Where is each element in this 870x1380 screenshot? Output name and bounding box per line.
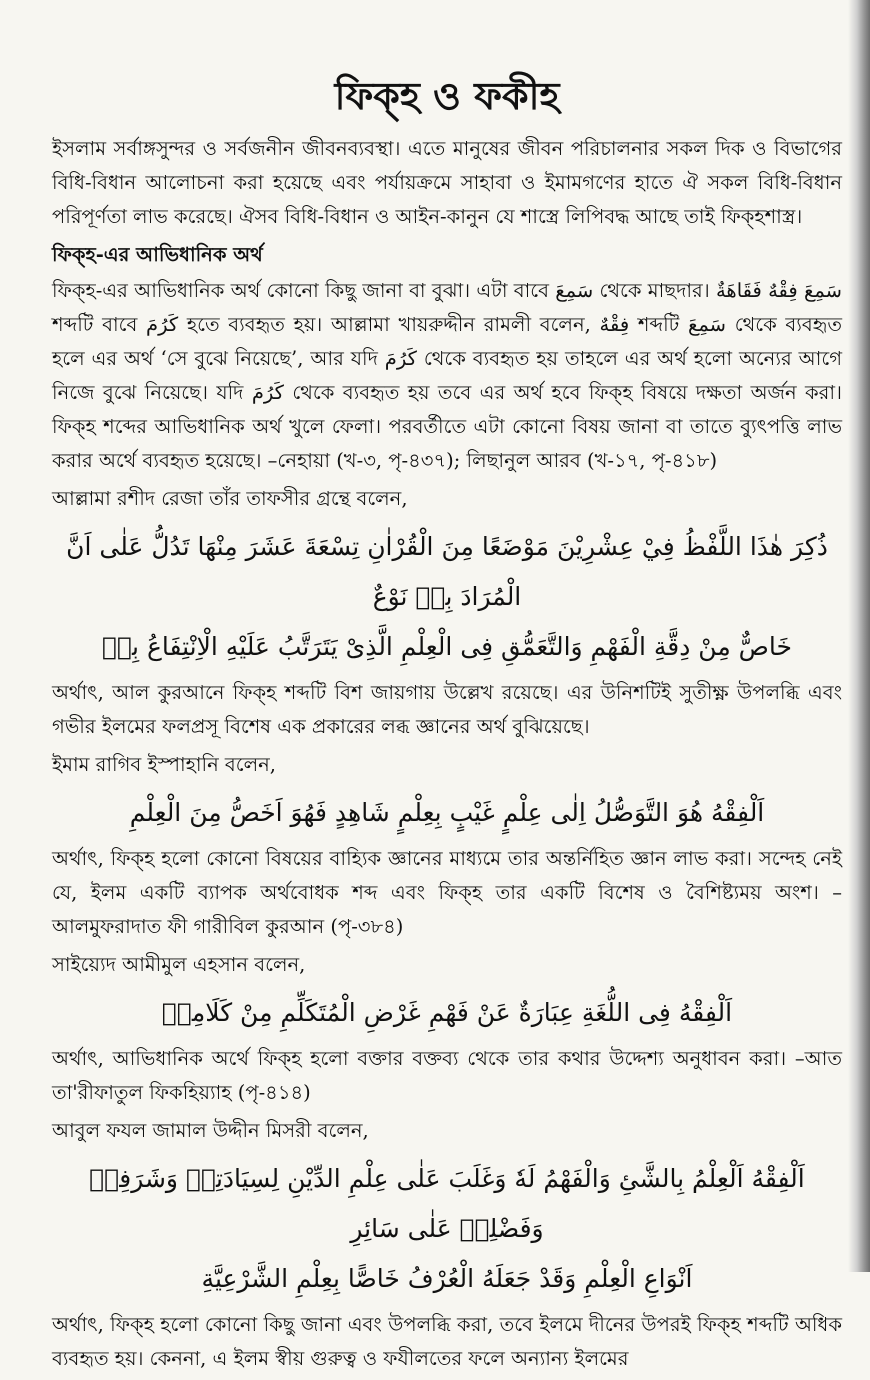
arabic-quote-line: اَنْوَاعِ الْعِلْمِ وَقَدْ جَعَلَهُ الْعُرْفُ خَاصًّا بِعِلْمِ الشَّرْعِيَّةِ <box>201 1264 693 1293</box>
quote-intro-raghib: ইমাম রাগিব ইস্পাহানি বলেন, <box>52 753 276 776</box>
book-spine-shadow <box>848 0 870 1272</box>
quote-intro-rashid-reza: আল্লামা রশীদ রেজা তাঁর তাফসীর গ্রন্থে বলেন, <box>52 487 408 510</box>
arabic-quote-line: ذُكِرَ هٰذَا اللَّفْظُ فِيْ عِشْرِيْنَ مَوْضَعًا مِنَ الْقُرْاٰنِ تِسْعَةَ عَشَرَ مِنْهَا تَدُلُّ عَلٰى اَنَّ الْمُرَادَ بِهٖ نَوْعٌ <box>66 532 828 611</box>
arabic-quote-raghib <box>52 788 842 838</box>
arabic-quote-line: اَلْفِقْهُ فِى اللُّغَةِ عِبَارَةٌ عَنْ فَهْمِ غَرْضِ الْمُتَكَلِّمِ مِنْ كَلَامِهٖ <box>161 998 733 1027</box>
arabic-quote-line: اَلْفِقْهُ هُوَ التَّوَصُّلُ اِلٰى عِلْمٍ غَيْبٍ بِعِلْمٍ شَاهِدٍ فَهُوَ اَخَصُّ مِنَ الْعِلْمِ <box>129 798 765 827</box>
paragraph-translation-2: অর্থাৎ, ফিক্‌হ হলো কোনো বিষয়ের বাহ্যিক জ্ঞানের মাধ্যমে তার অন্তর্নিহিত জ্ঞান লাভ করা। সন্দেহ নেই যে, ইলম একটি ব্যাপক অর্থবোধক শব্দ এবং ফিক্‌হ তার একটি বিশেষ ও বৈশিষ্ট্যময় অংশ। –আলমুফরাদাত ফী গারীবিল কুরআন (পৃ-৩৮৪) <box>52 847 842 938</box>
page-title: ফিক্‌হ ও ফকীহ <box>334 73 560 118</box>
quote-intro-misri: আবুল ফযল জামাল উদ্দীন মিসরী বলেন, <box>52 1119 369 1142</box>
paragraph-intro: ইসলাম সর্বাঙ্গসুন্দর ও সর্বজনীন জীবনব্যবস্থা। এতে মানুষের জীবন পরিচালনার সকল দিক ও বিভাগের বিধি-বিধান আলোচনা করা হয়েছে এবং পর্যায়ক্রমে সাহাবা ও ইমামগণের হাতে ঐ সকল বিধি-বিধান পরিপূর্ণতা লাভ করেছে। ঐসব বিধি-বিধান ও আইন-কানুন যে শাস্ত্রে লিপিবদ্ধ আছে তাই ফিক্‌হশাস্ত্র। <box>52 137 842 228</box>
arabic-quote-line: خَاصٌّ مِنْ دِقَّةِ الْفَهْمِ وَالتَّعَمُّقِ فِى الْعِلْمِ الَّذِىْ يَتَرَتَّبُ عَلَيْهِ الْاِنْتِفَاعُ بِهٖ <box>102 632 792 661</box>
arabic-quote-misri <box>52 1154 842 1304</box>
paragraph-lexical-meaning: ফিক্‌হ-এর আভিধানিক অর্থ কোনো কিছু জানা বা বুঝা। এটা বাবে سَمِعَ থেকে মাছদার। سَمِعَ فِقْهٌ فَقَاهَةٌ শব্দটি বাবে كَرُمَ হতে ব্যবহৃত হয়। আল্লামা খায়রুদ্দীন রামলী বলেন, فِقْهٌ শব্দটি سَمِعَ থেকে ব্যবহৃত হলে এর অর্থ ‘সে বুঝে নিয়েছে’, আর যদি كَرُمَ থেকে ব্যবহৃত হয় তাহলে এর অর্থ হলো অন্যের আগে নিজে বুঝে নিয়েছে। যদি كَرُمَ থেকে ব্যবহৃত হয় তবে এর অর্থ হবে ফিক্‌হ বিষয়ে দক্ষতা অর্জন করা। ফিক্‌হ শব্দের আভিধানিক অর্থ খুলে ফেলা। পরবর্তীতে এটা কোনো বিষয় জানা বা তাতে ব্যুৎপত্তি লাভ করার অর্থে ব্যবহৃত হয়েছে। –নেহায়া (খ-৩, পৃ-৪৩৭); লিছানুল আরব (খ-১৭, পৃ-৪১৮) <box>52 279 843 472</box>
section-heading: ফিক্‌হ-এর আভিধানিক অর্থ <box>52 243 263 266</box>
paragraph-translation-3: অর্থাৎ, আভিধানিক অর্থে ফিক্‌হ হলো বক্তার বক্তব্য থেকে তার কথার উদ্দেশ্য অনুধাবন করা। –আত তা'রীফাতুল ফিকহিয়্যাহ (পৃ-৪১৪) <box>52 1047 842 1104</box>
page-content <box>52 66 842 1380</box>
quote-intro-amimul-ehsan: সাইয়্যেদ আমীমুল এহসান বলেন, <box>52 953 306 976</box>
arabic-quote-rashid-reza <box>52 522 842 672</box>
arabic-quote-amimul-ehsan <box>52 988 842 1038</box>
arabic-quote-line: اَلْفِقْهُ اَلْعِلْمُ بِالشَّئِ وَالْفَهْمُ لَهٗ وَغَلَبَ عَلٰى عِلْمِ الدِّيْنِ لِسِيَادَتِهٖ وَشَرَفِهٖ وَفَضْلِهٖ عَلٰى سَائِرِ <box>89 1164 805 1243</box>
paragraph-translation-1: অর্থাৎ, আল কুরআনে ফিক্‌হ শব্দটি বিশ জায়গায় উল্লেখ রয়েছে। এর উনিশটিই সুতীক্ষ্ণ উপলব্ধি এবং গভীর ইলমের ফলপ্রসূ বিশেষ এক প্রকারের লব্ধ জ্ঞানের অর্থ বুঝিয়েছে। <box>52 681 842 738</box>
paragraph-translation-4: অর্থাৎ, ফিক্‌হ হলো কোনো কিছু জানা এবং উপলব্ধি করা, তবে ইলমে দীনের উপরই ফিক্‌হ শব্দটি অধিক ব্যবহৃত হয়। কেননা, এ ইলম স্বীয় গুরুত্ব ও ফযীলতের ফলে অন্যান্য ইলমের <box>52 1313 842 1370</box>
